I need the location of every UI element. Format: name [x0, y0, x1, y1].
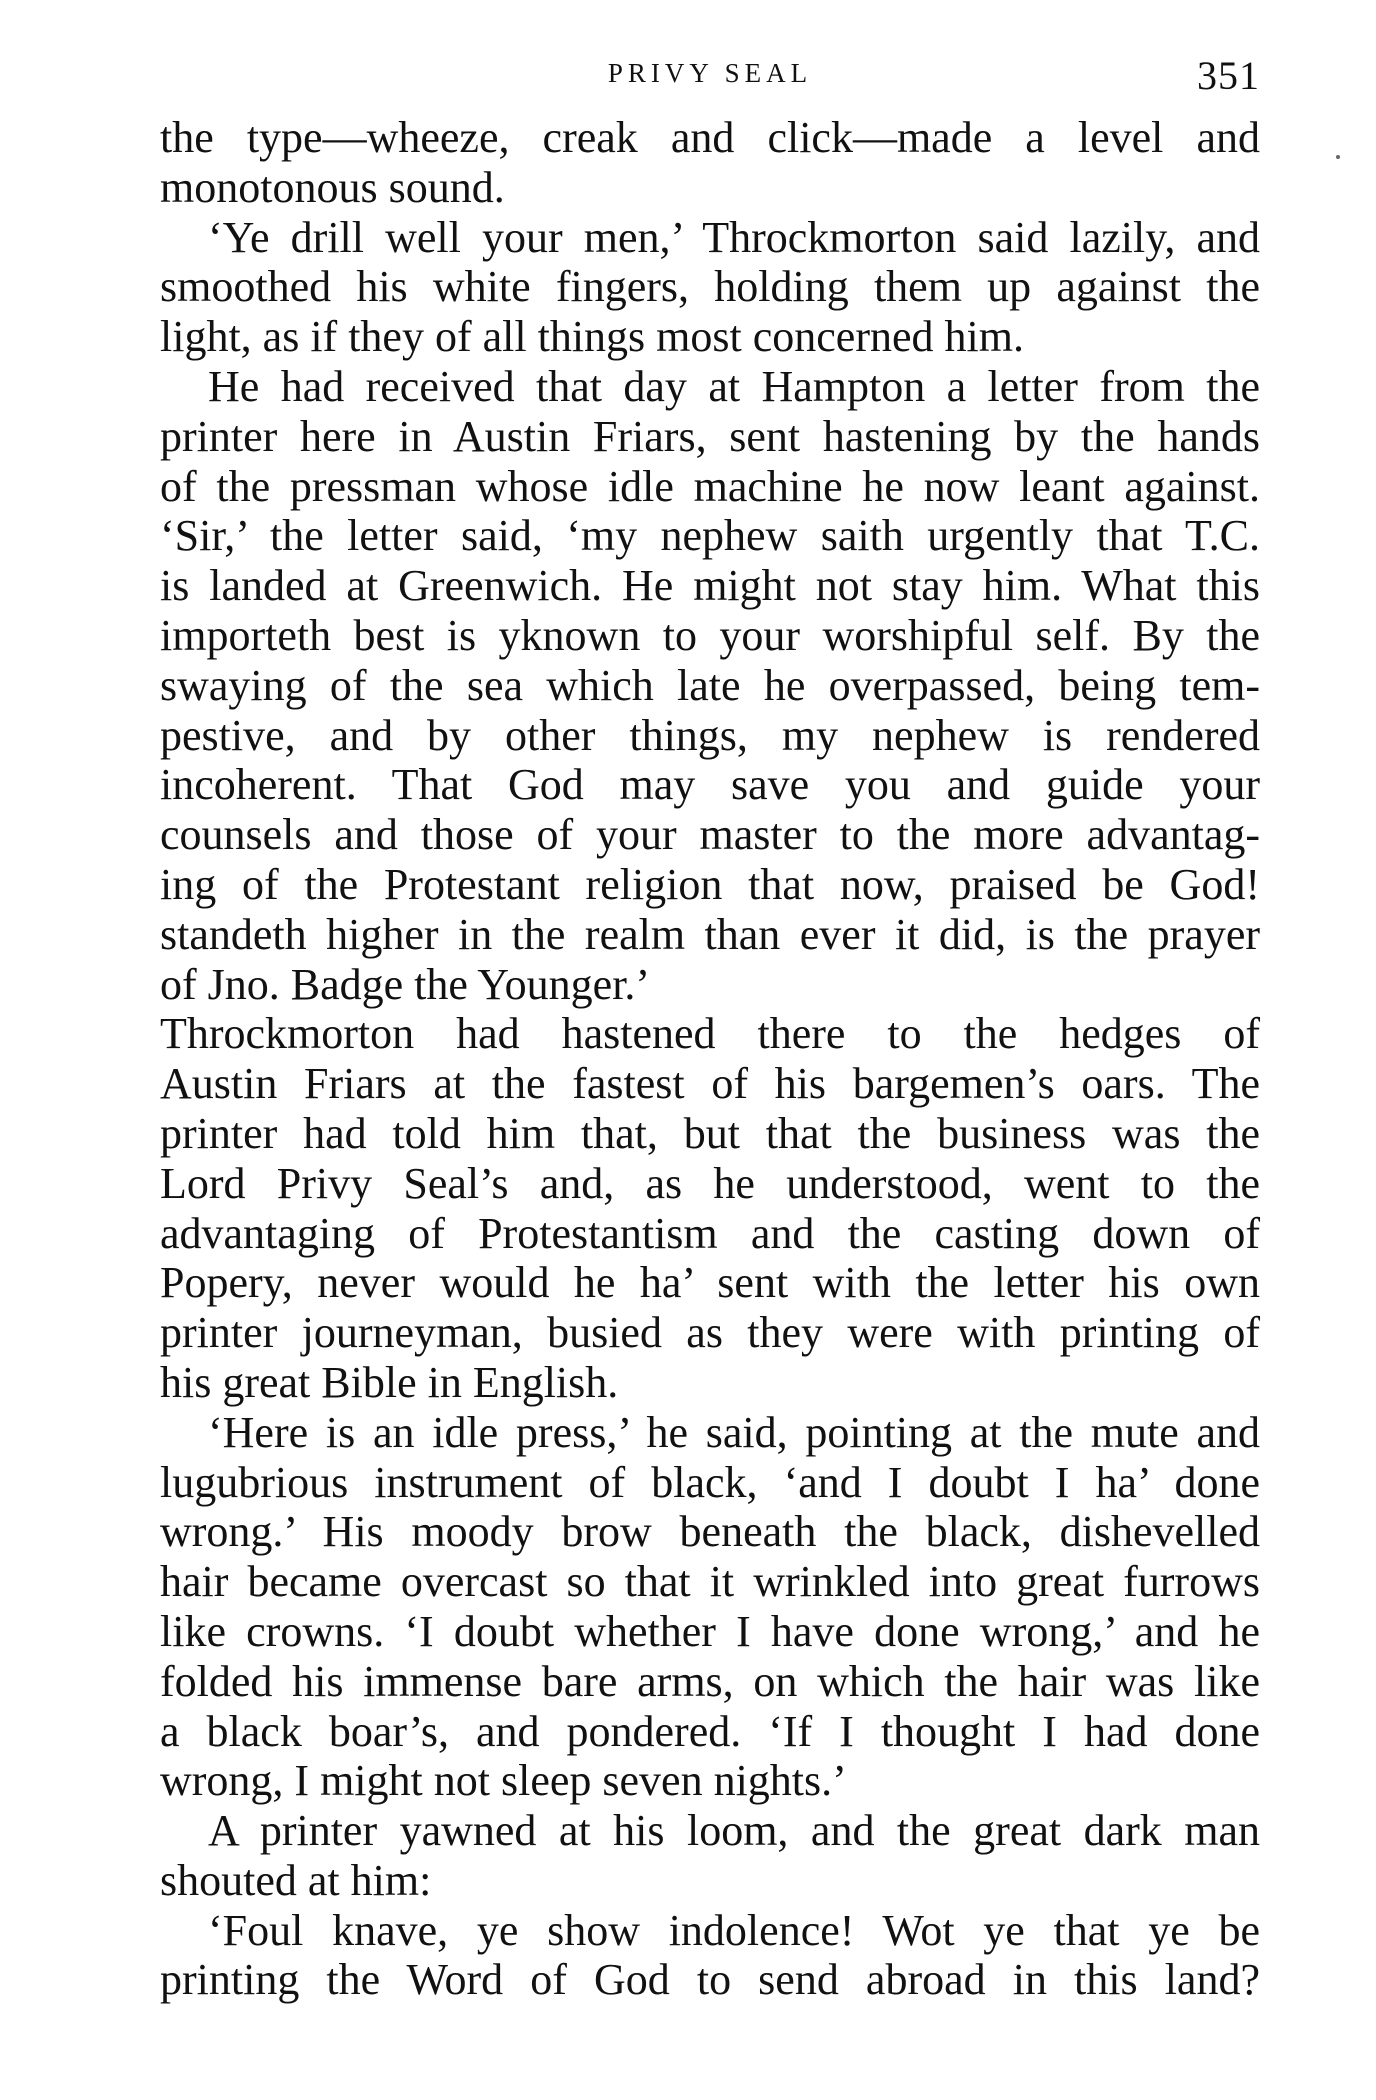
text-line: advantaging of Protestantism and the casting down of [160, 1208, 1260, 1258]
text-line: Austin Friars at the fastest of his bargemen’s oars. The [160, 1059, 1260, 1109]
page-number: 351 [1197, 53, 1260, 98]
text-line: is landed at Greenwich. He might not stay him. What this [160, 561, 1260, 611]
text-line: his great Bible in English. [160, 1357, 619, 1407]
running-title: PRIVY SEAL [607, 58, 813, 88]
text-line: wrong.’ His moody brow beneath the black, dishevelled [160, 1507, 1260, 1557]
text-line: printer here in Austin Friars, sent hastening by the hands [160, 411, 1260, 461]
text-line: the type—wheeze, creak and click—made a level and [160, 113, 1260, 162]
text-line: lugubrious instrument of black, ‘and I doubt I ha’ done [160, 1457, 1260, 1507]
text-line: Lord Privy Seal’s and, as he understood, went to the [160, 1158, 1260, 1208]
body-text [160, 113, 1260, 2005]
text-line: shouted at him: [160, 1855, 432, 1905]
text-line: monotonous sound. [160, 162, 505, 212]
text-line: He had received that day at Hampton a letter from the [208, 361, 1260, 411]
text-line: hair became overcast so that it wrinkled into great furrows [160, 1557, 1260, 1607]
text-line: of Jno. Badge the Younger.’ [160, 959, 651, 1009]
text-line: printer journeyman, busied as they were with printing of [160, 1308, 1260, 1358]
text-line: smoothed his white fingers, holding them up against the [160, 262, 1260, 312]
text-line: folded his immense bare arms, on which the hair was like [160, 1656, 1260, 1706]
text-line: swaying of the sea which late he overpassed, being tem- [160, 660, 1260, 710]
text-line: pestive, and by other things, my nephew is rendered [160, 710, 1260, 760]
text-line: A printer yawned at his loom, and the great dark man [208, 1806, 1260, 1856]
text-line: a black boar’s, and pondered. ‘If I thought I had done [160, 1706, 1260, 1756]
text-line: incoherent. That God may save you and guide your [160, 760, 1260, 810]
text-line: ‘Here is an idle press,’ he said, pointing at the mute and [208, 1407, 1260, 1457]
running-head [160, 52, 1260, 102]
text-line: ‘Ye drill well your men,’ Throckmorton said lazily, and [208, 212, 1260, 262]
text-line: ‘Sir,’ the letter said, ‘my nephew saith urgently that T.C. [160, 511, 1260, 561]
text-line: importeth best is yknown to your worshipful self. By the [160, 610, 1260, 660]
text-line: printer had told him that, but that the business was the [160, 1108, 1260, 1158]
text-line: standeth higher in the realm than ever it did, is the prayer [160, 909, 1260, 959]
text-line: like crowns. ‘I doubt whether I have done wrong,’ and he [160, 1606, 1260, 1656]
text-line: wrong, I might not sleep seven nights.’ [160, 1756, 847, 1806]
text-line: ing of the Protestant religion that now, praised be God! [160, 859, 1260, 909]
text-line: printing the Word of God to send abroad in this land? [160, 1955, 1260, 2005]
margin-speck [1336, 155, 1340, 159]
text-line: Popery, never would he ha’ sent with the letter his own [160, 1258, 1260, 1308]
text-line: counsels and those of your master to the more advantag- [160, 810, 1260, 860]
text-line: light, as if they of all things most concerned him. [160, 312, 1024, 362]
text-line: of the pressman whose idle machine he now leant against. [160, 461, 1260, 511]
text-line: Throckmorton had hastened there to the hedges of [160, 1009, 1260, 1059]
text-line: ‘Foul knave, ye show indolence! Wot ye that ye be [208, 1905, 1260, 1955]
